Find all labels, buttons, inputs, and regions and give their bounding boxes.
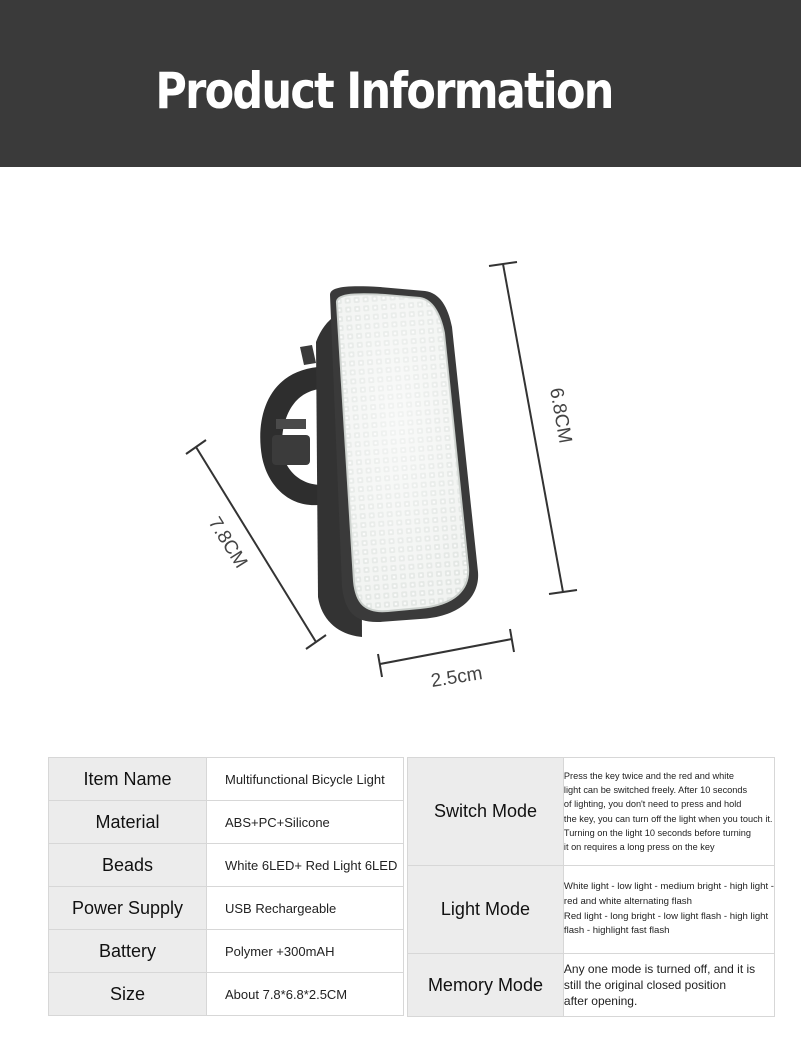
memory-mode-description xyxy=(563,954,774,1017)
light-mode-description xyxy=(563,866,774,954)
description-line: still the original closed position xyxy=(563,978,727,992)
description-line: White light - low light - medium bright - high light - xyxy=(563,881,774,893)
dimension-length-label: 7.8CM xyxy=(203,513,252,573)
dimension-width xyxy=(378,629,514,692)
table-row xyxy=(49,844,404,887)
description-line: Turning on the light 10 seconds before turning xyxy=(563,827,752,838)
spec-value: White 6LED+ Red Light 6LED xyxy=(207,844,404,887)
description-line: of lighting, you don't need to press and hold xyxy=(563,799,742,810)
table-row xyxy=(49,973,404,1016)
description-line: Red light - long bright - low light flash - high light xyxy=(563,910,769,922)
dimension-height-label: 6.8CM xyxy=(545,386,576,445)
dimension-height xyxy=(489,262,577,594)
description-line: flash - highlight fast flash xyxy=(563,925,670,937)
table-row xyxy=(408,758,775,866)
table-row xyxy=(408,954,775,1017)
table-row xyxy=(49,758,404,801)
bicycle-light-illustration xyxy=(0,167,801,747)
spec-label: Battery xyxy=(49,930,207,973)
dimension-length xyxy=(186,440,326,649)
spec-value: About 7.8*6.8*2.5CM xyxy=(207,973,404,1016)
spec-label: Material xyxy=(49,801,207,844)
spec-label: Power Supply xyxy=(49,887,207,930)
header-banner xyxy=(0,0,801,167)
switch-mode-description xyxy=(563,758,774,866)
spec-label: Beads xyxy=(49,844,207,887)
table-row xyxy=(49,887,404,930)
spec-value: USB Rechargeable xyxy=(207,887,404,930)
dimension-width-label: 2.5cm xyxy=(429,663,484,692)
spec-value: Multifunctional Bicycle Light xyxy=(207,758,404,801)
description-line: Press the key twice and the red and white xyxy=(563,770,734,781)
spec-value: ABS+PC+Silicone xyxy=(207,801,404,844)
table-row xyxy=(49,930,404,973)
table-row xyxy=(408,866,775,954)
description-line: it on requires a long press on the key xyxy=(563,841,715,852)
spec-label: Item Name xyxy=(49,758,207,801)
spec-label: Size xyxy=(49,973,207,1016)
description-line: the key, you can turn off the light when you touch it. xyxy=(563,813,773,824)
description-line: after opening. xyxy=(563,994,638,1008)
spec-table xyxy=(48,757,404,1016)
spec-value: Polymer +300mAH xyxy=(207,930,404,973)
description-line: red and white alternating flash xyxy=(563,895,692,907)
product-illustration xyxy=(0,167,801,747)
page-title: Product Information xyxy=(155,62,613,120)
description-line: light can be switched freely. After 10 seconds xyxy=(563,785,748,796)
mode-label: Switch Mode xyxy=(408,758,564,866)
table-row xyxy=(49,801,404,844)
mode-label: Memory Mode xyxy=(408,954,564,1017)
mode-table xyxy=(407,757,775,1017)
mode-label: Light Mode xyxy=(408,866,564,954)
description-line: Any one mode is turned off, and it is xyxy=(563,962,756,976)
